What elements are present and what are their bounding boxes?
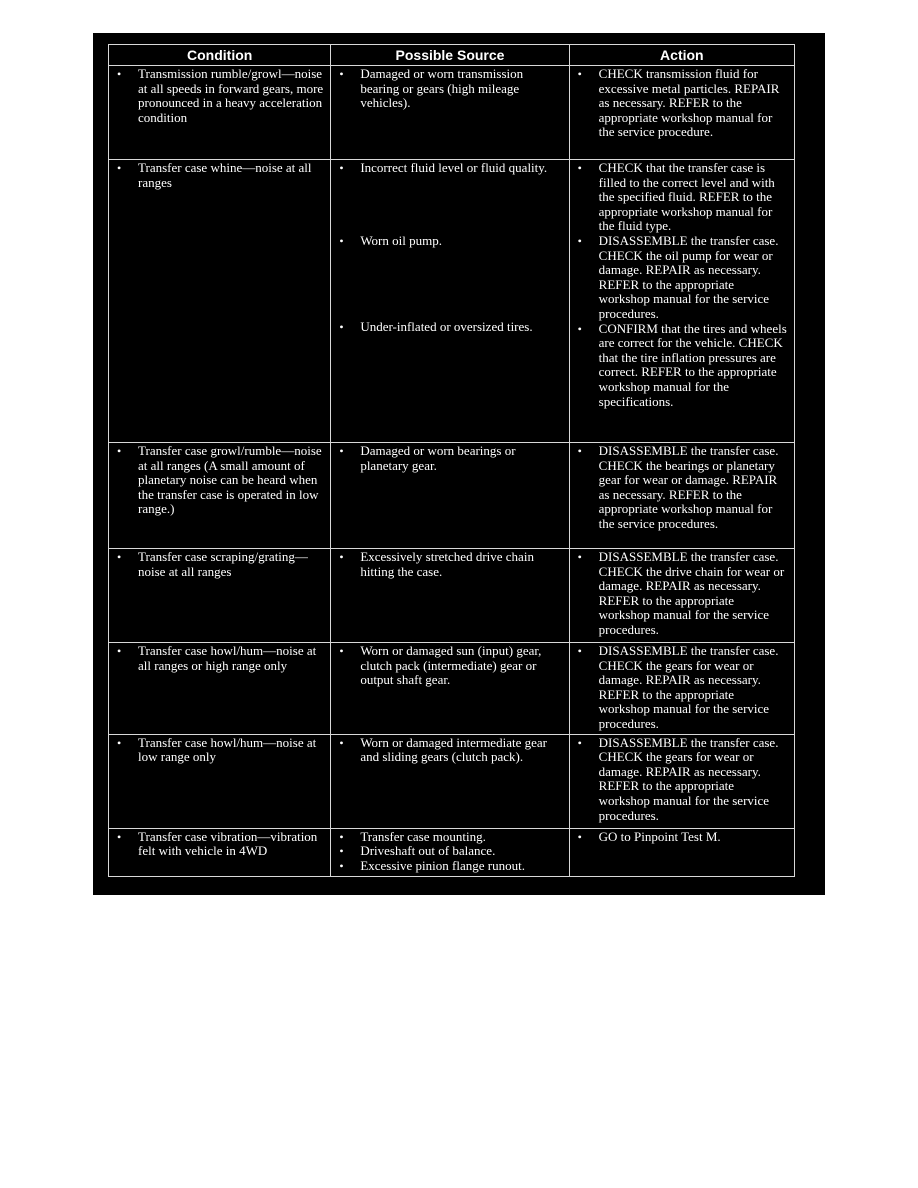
source-cell xyxy=(331,66,569,160)
condition-cell xyxy=(109,443,331,549)
bullet-item xyxy=(115,644,324,673)
bullet-icon: • xyxy=(339,161,344,175)
bullet-text: CONFIRM that the tires and wheels are correct for the vehicle. CHECK that the tire inflation pressures are correct. REFER to the appropriate workshop manual for the specifications. xyxy=(598,320,787,409)
bullet-item xyxy=(337,859,562,874)
bullet-text: DISASSEMBLE the transfer case. CHECK the gears for wear or damage. REPAIR as necessary. REFER to the appropriate workshop manual for the service procedures. xyxy=(598,643,779,731)
bullet-item xyxy=(576,67,788,140)
bullet-item xyxy=(337,67,562,111)
bullet-item xyxy=(576,444,788,532)
source-cell xyxy=(331,443,569,549)
bullet-item xyxy=(115,550,324,579)
bullet-icon: • xyxy=(117,161,122,175)
table-row xyxy=(109,66,795,160)
action-cell xyxy=(569,160,794,443)
condition-cell xyxy=(109,549,331,643)
table-row xyxy=(109,160,795,443)
bullet-text: Transfer case whine—noise at all ranges xyxy=(138,160,312,190)
bullet-item xyxy=(115,830,324,859)
table-row xyxy=(109,643,795,735)
bullet-item xyxy=(115,444,324,517)
condition-cell xyxy=(109,828,331,876)
bullet-item xyxy=(337,550,562,579)
source-cell xyxy=(331,643,569,735)
bullet-text: CHECK transmission fluid for excessive metal particles. REPAIR as necessary. REFER to the appropriate workshop manual for the service procedure. xyxy=(598,66,780,140)
condition-cell xyxy=(109,160,331,443)
condition-cell xyxy=(109,734,331,828)
bullet-icon: • xyxy=(339,735,344,750)
bullet-icon: • xyxy=(577,321,582,336)
bullet-icon: • xyxy=(117,444,122,458)
source-cell xyxy=(331,549,569,643)
action-cell xyxy=(569,643,794,735)
diagnosis-table-panel xyxy=(93,33,825,895)
bullet-icon: • xyxy=(339,644,344,658)
bullet-text: Transmission rumble/growl—noise at all speeds in forward gears, more pronounced in a heavy acceleration condition xyxy=(138,66,324,125)
bullet-icon: • xyxy=(117,644,122,658)
bullet-icon: • xyxy=(117,550,122,564)
bullet-item xyxy=(576,830,788,845)
action-cell xyxy=(569,66,794,160)
bullet-item xyxy=(576,234,788,322)
action-cell xyxy=(569,549,794,643)
bullet-item xyxy=(337,644,562,688)
table-row xyxy=(109,443,795,549)
header-condition: Condition xyxy=(109,45,331,66)
action-cell xyxy=(569,828,794,876)
action-cell xyxy=(569,443,794,549)
bullet-icon: • xyxy=(339,829,344,844)
bullet-icon: • xyxy=(577,161,582,175)
bullet-icon: • xyxy=(339,320,344,335)
action-cell xyxy=(569,734,794,828)
bullet-text: Damaged or worn transmission bearing or gears (high mileage vehicles). xyxy=(360,66,524,111)
bullet-icon: • xyxy=(577,550,582,564)
source-cell xyxy=(331,160,569,443)
bullet-text: Incorrect fluid level or fluid quality. xyxy=(360,160,548,175)
bullet-item xyxy=(337,844,562,859)
bullet-text: Worn or damaged intermediate gear and sliding gears (clutch pack). xyxy=(360,734,547,765)
bullet-text: Transfer case scraping/grating—noise at all ranges xyxy=(138,549,308,579)
bullet-icon: • xyxy=(117,67,122,81)
bullet-icon: • xyxy=(339,233,344,248)
bullet-icon: • xyxy=(117,829,122,844)
bullet-icon: • xyxy=(577,829,582,844)
bullet-icon: • xyxy=(577,444,582,458)
bullet-icon: • xyxy=(339,67,344,81)
bullet-item xyxy=(337,444,562,473)
bullet-item xyxy=(337,161,562,176)
bullet-item xyxy=(115,736,324,765)
bullet-text: DISASSEMBLE the transfer case. CHECK the gears for wear or damage. REPAIR as necessary. REFER to the appropriate workshop manual for the service procedures. xyxy=(598,734,779,823)
table-header-row xyxy=(109,45,795,66)
bullet-text: Excessively stretched drive chain hitting the case. xyxy=(360,549,534,579)
bullet-icon: • xyxy=(339,858,344,873)
bullet-text: DISASSEMBLE the transfer case. CHECK the drive chain for wear or damage. REPAIR as necessary. REFER to the appropriate workshop manual for the service procedures. xyxy=(598,549,785,637)
source-cell xyxy=(331,828,569,876)
bullet-item xyxy=(115,161,324,190)
bullet-text: Under-inflated or oversized tires. xyxy=(360,319,533,335)
bullet-text: Driveshaft out of balance. xyxy=(360,843,496,859)
header-possible-source: Possible Source xyxy=(331,45,569,66)
bullet-item xyxy=(337,320,562,335)
bullet-text: Excessive pinion flange runout. xyxy=(360,857,525,873)
bullet-text: Transfer case growl/rumble—noise at all ranges (A small amount of planetary noise can be heard when the transfer case is operated in low range.) xyxy=(138,443,322,517)
bullet-item xyxy=(576,322,788,410)
bullet-icon: • xyxy=(577,67,582,81)
source-cell xyxy=(331,734,569,828)
bullet-item xyxy=(337,736,562,765)
condition-cell xyxy=(109,66,331,160)
bullet-item xyxy=(576,736,788,824)
header-action: Action xyxy=(569,45,794,66)
bullet-text: Transfer case mounting. xyxy=(360,828,486,844)
bullet-text: Worn oil pump. xyxy=(360,232,442,248)
bullet-text: Worn or damaged sun (input) gear, clutch pack (intermediate) gear or output shaft gear. xyxy=(360,643,542,688)
bullet-item xyxy=(337,830,562,845)
bullet-item xyxy=(576,550,788,638)
condition-cell xyxy=(109,643,331,735)
bullet-text: Transfer case howl/hum—noise at low range only xyxy=(138,734,317,765)
table-row xyxy=(109,828,795,876)
bullet-text: CHECK that the transfer case is filled to the correct level and with the specified fluid. REFER to the appropriate workshop manual for the fluid type. xyxy=(598,160,775,234)
table-row xyxy=(109,549,795,643)
bullet-icon: • xyxy=(577,644,582,658)
bullet-text: GO to Pinpoint Test M. xyxy=(598,828,721,844)
bullet-text: Damaged or worn bearings or planetary gear. xyxy=(360,443,516,473)
bullet-icon: • xyxy=(117,735,122,750)
bullet-item xyxy=(115,67,324,125)
bullet-icon: • xyxy=(577,735,582,750)
bullet-item xyxy=(337,234,562,249)
bullet-item xyxy=(576,644,788,732)
bullet-text: DISASSEMBLE the transfer case. CHECK the bearings or planetary gear for wear or damage. REPAIR as necessary. REFER to the appropriate workshop manual for the service procedures. xyxy=(598,443,779,531)
bullet-text: Transfer case vibration—vibration felt with vehicle in 4WD xyxy=(138,828,318,859)
bullet-icon: • xyxy=(339,844,344,859)
bullet-text: DISASSEMBLE the transfer case. CHECK the oil pump for wear or damage. REPAIR as necessary. REFER to the appropriate workshop manual for the service procedures. xyxy=(598,232,779,321)
bullet-text: Transfer case howl/hum—noise at all ranges or high range only xyxy=(138,643,317,673)
bullet-item xyxy=(576,161,788,234)
bullet-icon: • xyxy=(339,550,344,564)
table-row xyxy=(109,734,795,828)
bullet-icon: • xyxy=(339,444,344,458)
bullet-icon: • xyxy=(577,233,582,248)
diagnosis-table xyxy=(108,44,795,877)
